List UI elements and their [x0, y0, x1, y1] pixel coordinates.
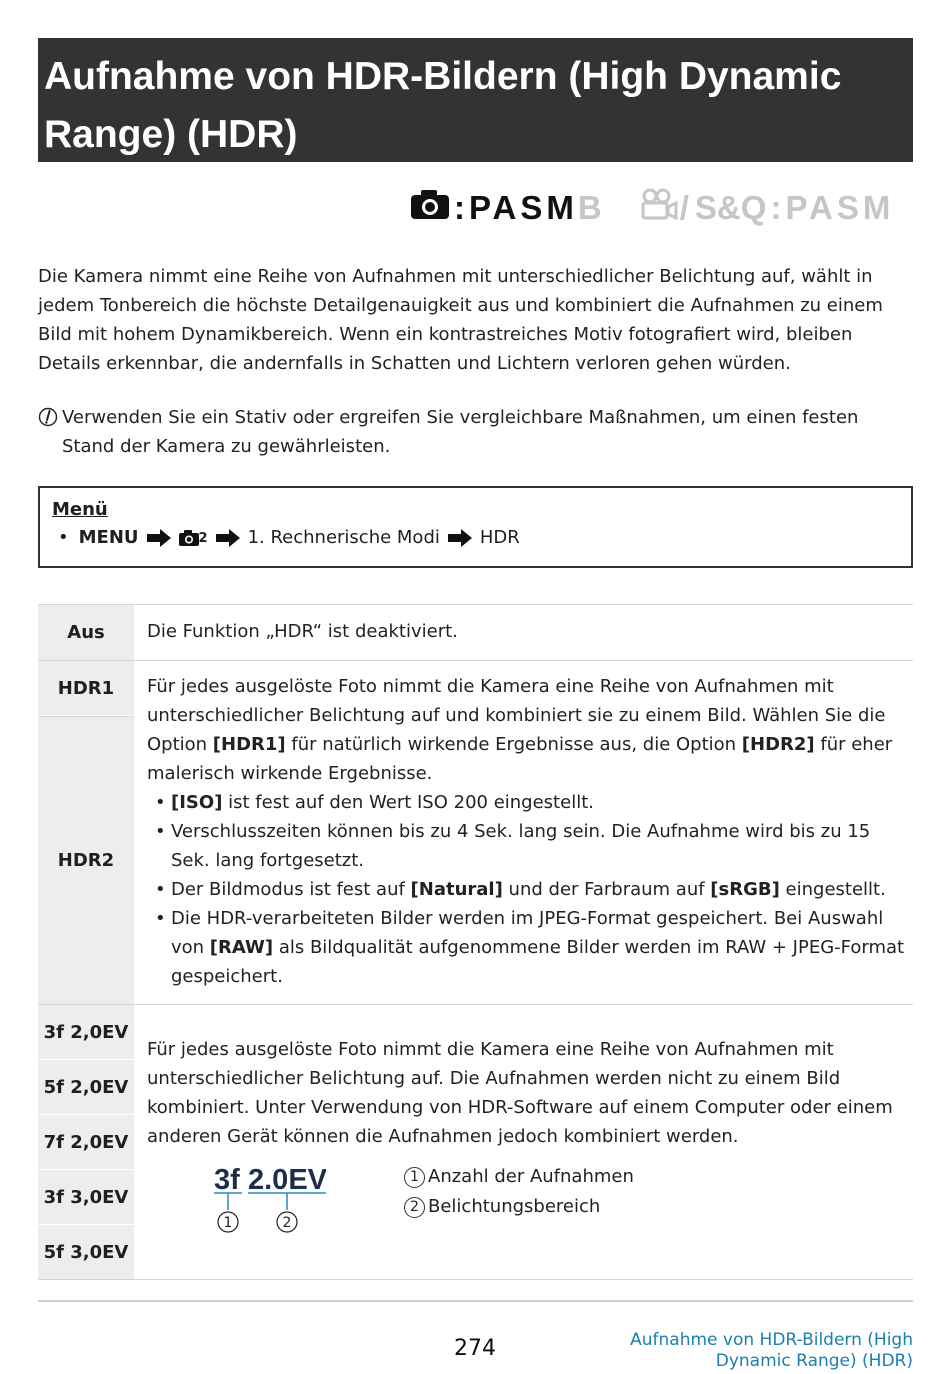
diagram-legend: [404, 1162, 634, 1222]
note-text: Verwenden Sie ein Stativ oder ergreifen Sie vergleichbare Maßnahmen, um einen festen Stand der Kamera zu gewährleisten.: [62, 407, 859, 457]
video-modes-list: PASM: [785, 189, 895, 226]
diagram-frames: 3f: [214, 1164, 240, 1196]
video-separator: /: [679, 189, 693, 226]
menu-path: [52, 524, 899, 552]
option-label-bracket: 3f 2,0EV: [38, 1005, 134, 1060]
bullet-dot: •: [58, 527, 69, 548]
option-label-hdr2: HDR2: [38, 716, 134, 1005]
option-label-bracket: 5f 3,0EV: [43, 1242, 129, 1263]
list-item: • Der Bildmodus ist fest auf [Natural] und der Farbraum auf [sRGB] eingestellt.: [147, 875, 907, 904]
intro-paragraph: Die Kamera nimmt eine Reihe von Aufnahmen mit unterschiedlicher Belichtung auf, wählt in jedem Tonbereich die höchste Detailgenauigkeit aus und kombiniert die Aufnahmen zu einem Bild mit hohem Dynamikbereich. Wenn ein kontrastreiches Motiv fotografiert wird, bleiben Details erkennbar, die andernfalls in Schatten und Lichtern verloren gehen würden.: [38, 266, 883, 374]
arrow-right-icon: [216, 529, 240, 547]
still-modes: [410, 188, 606, 228]
arrow-right-icon: [147, 529, 171, 547]
camera-icon: [410, 188, 450, 228]
option-label-bracket: 5f 2,0EV: [38, 1060, 134, 1115]
table-row-aus: [38, 604, 913, 660]
video-colon: :: [770, 189, 782, 226]
hdr-bullets: [147, 788, 907, 991]
legend-item: 1 Anzahl der Aufnahmen: [404, 1162, 634, 1192]
menu-step-menu: MENU: [78, 527, 139, 548]
page-title: Aufnahme von HDR-Bildern (High Dynamic Range) (HDR): [44, 55, 842, 156]
page-title-bar: [38, 38, 913, 162]
hdr-description: Für jedes ausgelöste Foto nimmt die Kamera eine Reihe von Aufnahmen mit unterschiedlicher Belichtung auf und kombiniert sie zu einem Bild. Wählen Sie die Option [HDR1] für natürlich wirkende Ergebnisse aus, die Option [HDR2] für eher malerisch wirkende Ergebnisse.: [147, 676, 893, 784]
list-item: • [ISO] ist fest auf den Wert ISO 200 eingestellt.: [147, 788, 907, 817]
list-item: • Die HDR-verarbeiteten Bilder werden im JPEG-Format gespeichert. Bei Auswahl von [RAW] als Bildqualität aufgenommene Bilder werden im RAW + JPEG-Format gespeichert.: [147, 904, 907, 991]
camera-menu-2-icon: [179, 530, 208, 546]
table-row-bracket: [38, 1004, 913, 1279]
table-row-hdr: [38, 660, 913, 1004]
option-label-hdr1: HDR1: [38, 661, 134, 716]
bracket-diagram: [176, 1160, 326, 1240]
option-label-aus: Aus: [38, 605, 134, 661]
footer-divider: [38, 1300, 913, 1302]
diagram-range: 2.0EV: [248, 1164, 326, 1196]
list-item: • Verschlusszeiten können bis zu 4 Sek. lang sein. Die Aufnahme wird bis zu 15 Sek. lang fortgesetzt.: [147, 817, 907, 875]
still-colon: :: [454, 189, 465, 226]
caution-icon: [38, 403, 62, 461]
footer-section-link[interactable]: Aufnahme von HDR-Bildern (High Dynamic Range) (HDR): [630, 1330, 913, 1371]
diagram-marker-1: 1: [223, 1215, 233, 1231]
legend-item: 2 Belichtungsbereich: [404, 1192, 634, 1222]
option-text-hdr: [147, 672, 907, 991]
option-text-bracket: Für jedes ausgelöste Foto nimmt die Kamera eine Reihe von Aufnahmen mit unterschiedlicher Belichtung auf. Die Aufnahmen werden nicht zu einem Bild kombiniert. Unter Verwendung von HDR-Software auf einem Computer oder einem anderen Gerät können die Aufnahmen jedoch kombiniert werden.: [147, 1039, 893, 1147]
video-sq-label: S&Q: [694, 189, 767, 226]
menu-path-box: [38, 486, 913, 568]
table-bottom-border: [38, 1279, 913, 1280]
arrow-right-icon: [448, 529, 472, 547]
menu-step-hdr: HDR: [479, 527, 520, 548]
still-modes-active: PASM: [469, 189, 578, 226]
shooting-modes: [410, 188, 913, 228]
video-modes: [640, 188, 895, 228]
movie-camera-icon: [640, 188, 678, 228]
option-label-bracket: 7f 2,0EV: [38, 1115, 134, 1170]
option-text-aus: Die Funktion „HDR“ ist deaktiviert.: [147, 621, 458, 642]
diagram-marker-2: 2: [282, 1215, 292, 1231]
camera-menu-number: 2: [198, 531, 208, 546]
page-number: 274: [454, 1336, 496, 1361]
note: [38, 403, 913, 461]
menu-heading: Menü: [52, 499, 108, 520]
option-label-bracket: 3f 3,0EV: [38, 1170, 134, 1225]
menu-step-mode: 1. Rechnerische Modi: [247, 527, 440, 548]
still-mode-bulb: B: [577, 189, 606, 226]
